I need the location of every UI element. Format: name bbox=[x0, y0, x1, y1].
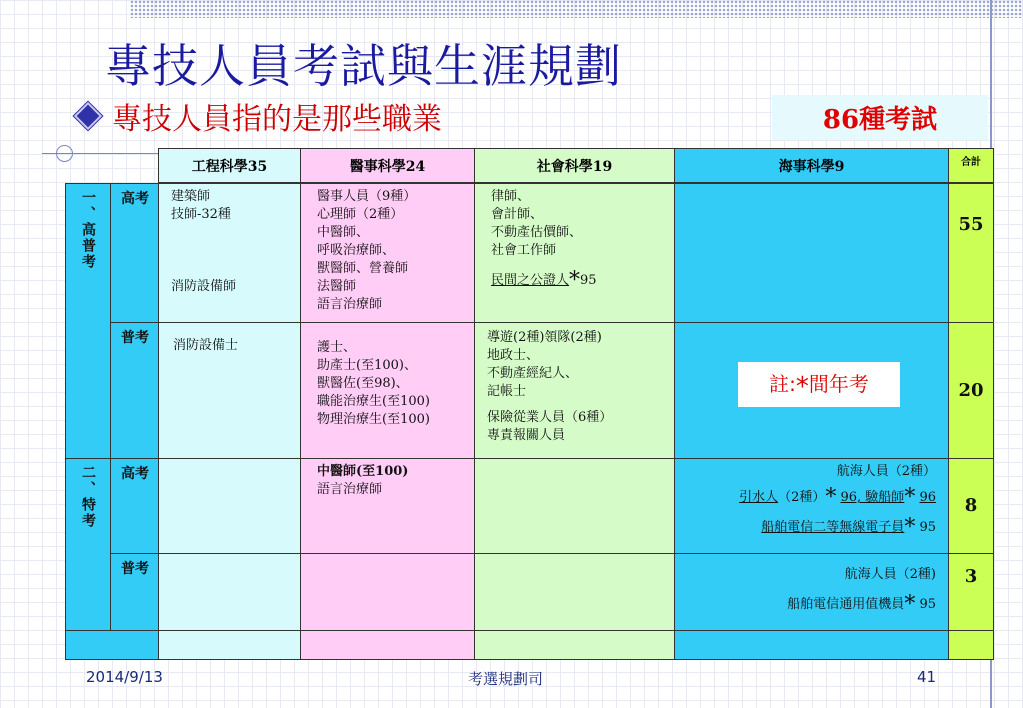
header-social: 社會科學19 bbox=[474, 148, 675, 183]
r2-medical bbox=[300, 322, 475, 459]
r2-eng-line: 消防設備士 bbox=[173, 338, 239, 353]
subtitle bbox=[78, 96, 442, 136]
bottom-left-cell bbox=[65, 630, 159, 660]
notary-label: 民間之公證人 bbox=[491, 273, 570, 288]
r3-med-line: 中醫師(至100) bbox=[317, 464, 409, 479]
group-label-1-text: 一、高普考 bbox=[80, 190, 96, 270]
r1-med-line: 語言治療師 bbox=[317, 297, 383, 312]
r3-maritime bbox=[674, 458, 949, 554]
r1-eng-line: 技師-32種 bbox=[171, 207, 231, 222]
r2-med-line: 助產士(至100)、 bbox=[317, 358, 417, 373]
r1-total: 55 bbox=[948, 183, 994, 323]
asterisk-icon: * bbox=[904, 485, 916, 510]
note-box bbox=[738, 362, 900, 407]
bottom-med-cell bbox=[300, 630, 475, 660]
bottom-soc-cell bbox=[474, 630, 675, 660]
ship-inspector-year: 96 bbox=[919, 490, 936, 505]
r3-engineering bbox=[158, 458, 301, 554]
row-label-senior-1: 高考 bbox=[110, 183, 159, 323]
subtitle-text: 專技人員指的是那些職業 bbox=[112, 102, 442, 137]
r3-medical bbox=[300, 458, 475, 554]
page-title: 專技人員考試與生涯規劃 bbox=[105, 39, 622, 93]
bottom-total-cell bbox=[948, 630, 994, 660]
asterisk-icon: * bbox=[904, 515, 916, 540]
r2-soc-line: 導遊(2種)領隊(2種) bbox=[487, 330, 602, 345]
r4-social bbox=[474, 553, 675, 631]
r1-med-line: 醫事人員（9種） bbox=[317, 189, 417, 204]
r1-medical bbox=[300, 183, 475, 323]
asterisk-icon: * bbox=[825, 485, 837, 510]
r2-med-line: 護士、 bbox=[317, 340, 357, 355]
r1-social bbox=[474, 183, 675, 323]
row-label-senior-2: 高考 bbox=[110, 458, 159, 554]
r2-soc-line: 保險從業人員（6種） bbox=[487, 410, 613, 425]
general-radio-operator-year: 95 bbox=[919, 597, 936, 612]
asterisk-icon: * bbox=[904, 592, 916, 617]
pilot-label: 引水人 bbox=[739, 490, 779, 505]
r4-engineering bbox=[158, 553, 301, 631]
radio-operator-label: 船舶電信二等無線電子員 bbox=[761, 520, 905, 535]
group-label-2 bbox=[65, 458, 111, 631]
header-engineering: 工程科學35 bbox=[158, 148, 301, 183]
radio-operator-year: 95 bbox=[919, 520, 936, 535]
row-label-junior-2: 普考 bbox=[110, 553, 159, 631]
r2-med-line: 職能治療生(至100) bbox=[317, 394, 430, 409]
footer-page-number: 41 bbox=[917, 668, 937, 686]
footer-date: 2014/9/13 bbox=[86, 668, 163, 686]
r3-mar-line: 航海人員（2種） bbox=[836, 464, 936, 479]
ship-inspector-label: 96, 驗船師 bbox=[840, 490, 905, 505]
r4-medical bbox=[300, 553, 475, 631]
r2-med-line: 物理治療生(至100) bbox=[317, 412, 430, 427]
r1-med-line: 呼吸治療師、 bbox=[317, 243, 396, 258]
r1-soc-line: 會計師、 bbox=[491, 207, 544, 222]
r1-med-line: 中醫師、 bbox=[317, 225, 370, 240]
r4-maritime bbox=[674, 553, 949, 631]
r2-med-line: 獸醫佐(至98)、 bbox=[317, 376, 409, 391]
r1-eng-line: 消防設備師 bbox=[171, 279, 237, 294]
header-total: 合計 bbox=[948, 148, 994, 183]
r1-med-line: 獸醫師、營養師 bbox=[317, 261, 409, 276]
bottom-eng-cell bbox=[158, 630, 301, 660]
r2-total: 20 bbox=[948, 322, 994, 459]
diamond-bullet-icon bbox=[74, 102, 102, 130]
general-radio-operator-label: 船舶電信通用值機員 bbox=[787, 597, 905, 612]
asterisk-icon: * bbox=[569, 268, 581, 293]
r4-mar-line: 航海人員（2種) bbox=[844, 567, 936, 582]
r1-maritime bbox=[674, 183, 949, 323]
r1-med-line: 心理師（2種） bbox=[317, 207, 404, 222]
r2-engineering bbox=[158, 322, 301, 459]
decorative-crosshair-circle bbox=[56, 145, 73, 162]
group-label-1 bbox=[65, 183, 111, 459]
r1-eng-line: 建築師 bbox=[171, 189, 211, 204]
r1-soc-line: 社會工作師 bbox=[491, 243, 557, 258]
r1-med-line: 法醫師 bbox=[317, 279, 357, 294]
r3-med-line: 語言治療師 bbox=[317, 482, 383, 497]
decorative-dotted-band bbox=[130, 0, 1023, 18]
r3-social bbox=[474, 458, 675, 554]
group-label-2-text: 二、特考 bbox=[80, 465, 96, 529]
bottom-mar-cell bbox=[674, 630, 949, 660]
r4-total: 3 bbox=[948, 553, 994, 631]
row-label-junior-1: 普考 bbox=[110, 322, 159, 459]
pilot-count: （2種） bbox=[778, 490, 826, 505]
header-medical: 醫事科學24 bbox=[300, 148, 475, 183]
r1-engineering bbox=[158, 183, 301, 323]
r1-soc-line: 不動產估價師、 bbox=[491, 225, 583, 240]
r2-soc-line: 地政士、 bbox=[487, 348, 540, 363]
r2-soc-line: 專責報關人員 bbox=[487, 428, 566, 443]
r2-soc-line: 不動產經紀人、 bbox=[487, 366, 579, 381]
r3-total: 8 bbox=[948, 458, 994, 554]
note-text: 註:*間年考 bbox=[769, 371, 869, 402]
footer-center: 考選規劃司 bbox=[468, 670, 544, 688]
exam-count-badge: 86種考試 bbox=[772, 95, 988, 140]
r2-soc-line: 記帳士 bbox=[487, 384, 527, 399]
r1-soc-line: 律師、 bbox=[491, 189, 531, 204]
r2-social bbox=[474, 322, 675, 459]
header-maritime: 海事科學9 bbox=[674, 148, 949, 183]
notary-year: 95 bbox=[580, 273, 597, 288]
